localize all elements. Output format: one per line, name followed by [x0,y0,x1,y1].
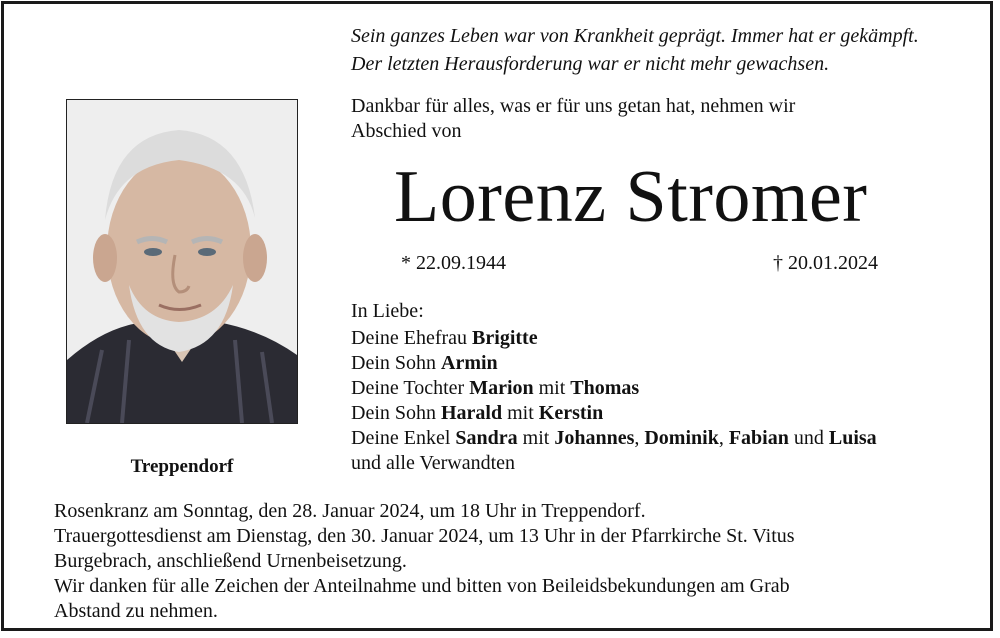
separator: mit [533,377,571,399]
separator: mit [502,402,539,424]
mourner-row [351,376,991,401]
relation-label: Deine Ehefrau [351,327,473,349]
mourner-name: Luisa [828,427,877,449]
footer-line: Wir danken für alle Zeichen der Anteilnahme und bitten von Beileidsbekundungen am Grab [54,575,790,597]
mourner-row [351,426,991,451]
portrait-image [67,100,297,423]
mourner-name: Johannes [554,427,635,449]
mourner-row [351,326,991,351]
footer-line: Abstand zu nehmen. [54,600,218,622]
birth-date: * 22.09.1944 [401,252,506,274]
mourner-name: Thomas [570,377,640,399]
mourner-row [351,401,991,426]
portrait-photo [66,99,298,424]
mourner-name: Marion [469,377,534,399]
footer-line: Burgebrach, anschließend Urnenbeisetzung. [54,550,407,572]
relation-label: Deine Tochter [351,377,470,399]
mourner-name: Fabian [728,427,789,449]
quote-line: Sein ganzes Leben war von Krankheit geprägt. Immer hat er gekämpft. [351,25,919,47]
separator: , [634,427,645,449]
mourner-row [351,451,991,476]
in-love-label: In Liebe: [351,300,424,322]
obituary-card [1,1,993,631]
separator: mit [517,427,555,449]
intro-line: Abschied von [351,120,462,142]
separator: , [718,427,729,449]
deceased-name: Lorenz Stromer [394,156,868,238]
mourner-name: Sandra [455,427,518,449]
mourner-name: Kerstin [538,402,604,424]
intro-text [351,94,951,144]
relation-label: Deine Enkel [351,427,456,449]
intro-line: Dankbar für alles, was er für uns getan hat, nehmen wir [351,95,796,117]
mourners-list [351,299,991,476]
place-caption: Treppendorf [130,456,234,477]
mourner-row [351,351,991,376]
mourner-name: Armin [441,352,498,374]
mourner-name: Brigitte [472,327,538,349]
footer-line: Trauergottesdienst am Dienstag, den 30. Januar 2024, um 13 Uhr in der Pfarrkirche St. Vitus [54,525,795,547]
service-details [54,499,984,624]
mourner-name: Harald [441,402,503,424]
relation-label: Dein Sohn [351,402,441,424]
quote [351,22,991,78]
death-date: † 20.01.2024 [773,252,878,274]
relation-label: Dein Sohn [351,352,441,374]
footer-line: Rosenkranz am Sonntag, den 28. Januar 2024, um 18 Uhr in Treppendorf. [54,500,646,522]
quote-line: Der letzten Herausforderung war er nicht mehr gewachsen. [351,53,830,75]
separator: und [788,427,829,449]
relation-label: und alle Verwandten [351,452,516,474]
mourner-name: Dominik [644,427,719,449]
